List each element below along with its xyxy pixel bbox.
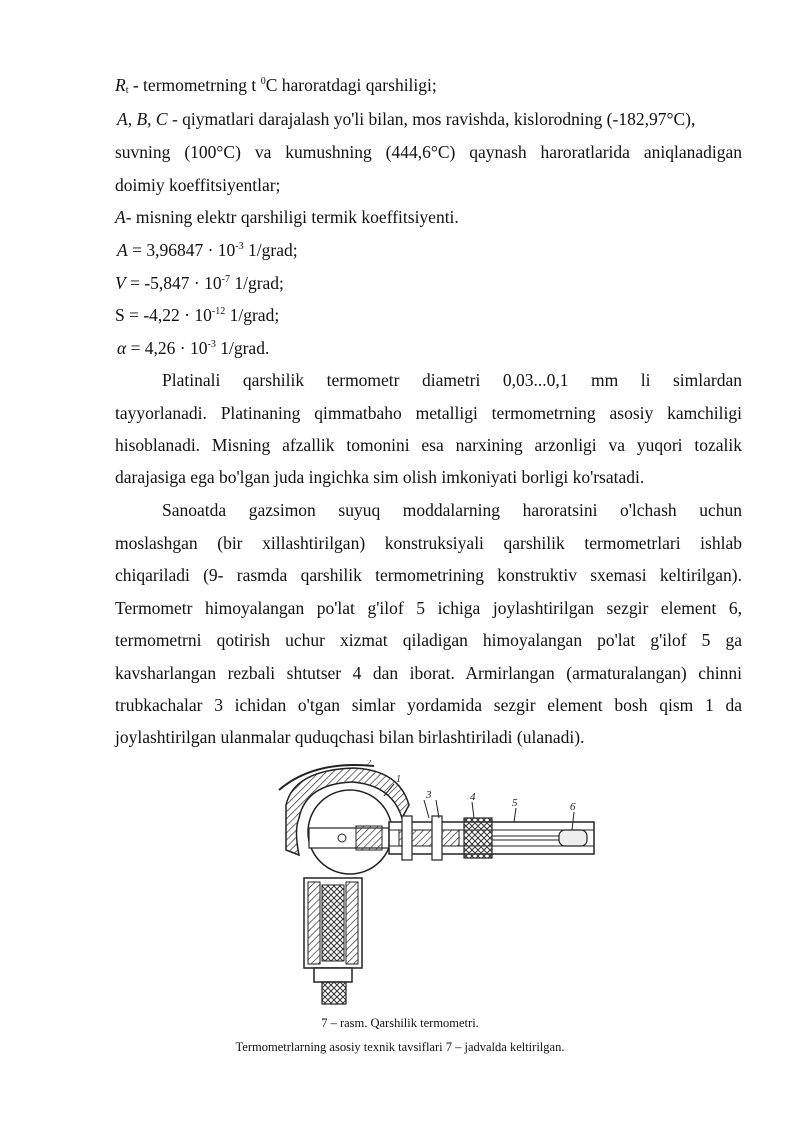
text: = -5,847 · 10 [125, 273, 222, 293]
paragraph-2-line: termometrni qotirish uchur xizmat qiladigan himoyalangan po'lat g'ilof 5 ga [115, 630, 742, 650]
symbol: A, B, C [117, 109, 168, 129]
text: 1/grad. [215, 338, 270, 358]
paragraph-2-line: joylashtirilgan ulanmalar quduqchasi bilan birlashtiriladi (ulanadi). [115, 727, 585, 747]
paragraph-2-line: trubkachalar 3 ichidan o'tgan simlar yordamida sezgir element bosh qism 1 da [115, 695, 742, 715]
paragraph-2-line: Termometr himoyalangan po'lat g'ilof 5 ichiga joylashtirilgan sezgir element 6, [115, 598, 742, 618]
text: 1/grad; [229, 273, 284, 293]
text: 1/grad; [225, 305, 280, 325]
superscript: -3 [207, 339, 216, 350]
resistance-thermometer-drawing [274, 760, 604, 1010]
text-line: doimiy koeffitsiyentlar; [115, 175, 281, 195]
text: - termometrning t [128, 75, 261, 95]
label-1: 1 [396, 774, 401, 785]
definition-alpha [115, 207, 459, 228]
text: - qiymatlari darajalash yo'li bilan, mos ravishda, kislorodning (-182,97°C), [167, 109, 696, 129]
subscript: t [125, 85, 129, 96]
table-reference: Termometrlarning asosiy texnik tavsiflari 7 – jadvalda keltirilgan. [235, 1040, 565, 1054]
text: - misning elektr qarshiligi termik koeffitsiyenti. [125, 207, 459, 227]
symbol: A [115, 207, 126, 227]
label-2: 2 [366, 760, 371, 769]
paragraph-1-line: darajasiga ega bo'lgan juda ingichka sim olish imkoniyati borligi ko'rsatadi. [115, 467, 645, 487]
figure-caption: 7 – rasm. Qarshilik termometri. [321, 1016, 479, 1030]
paragraph-1-line: Platinali qarshilik termometr diametri 0,03...0,1 mm li simlardan [162, 370, 742, 390]
superscript: -7 [221, 274, 230, 285]
text: = 4,26 · 10 [126, 338, 208, 358]
superscript: -12 [211, 306, 226, 317]
formula-alpha [117, 338, 269, 359]
text: S = -4,22 · 10 [115, 305, 212, 325]
text: C haroratdagi qarshiligi; [265, 75, 437, 95]
paragraph-1-line: hisoblanadi. Misning afzallik tomonini esa narxining arzonligi va yuqori tozalik [115, 435, 742, 455]
paragraph-1-line: tayyorlanadi. Platinaning qimmatbaho metalligi termometrning asosiy kamchiligi [115, 403, 742, 423]
label-5: 5 [512, 797, 518, 809]
superscript: -3 [235, 241, 244, 252]
paragraph-2-line: Sanoatda gazsimon suyuq moddalarning haroratsini o'lchash uchun [162, 500, 742, 520]
paragraph-2-line: chiqariladi (9- rasmda qarshilik termometrining konstruktiv sxemasi keltirilgan). [115, 565, 742, 585]
text: 1/grad; [243, 240, 298, 260]
symbol: V [115, 273, 126, 293]
label-3: 3 [426, 789, 432, 801]
definition-rt [115, 75, 437, 96]
formula-a [117, 240, 298, 261]
formula-v [115, 273, 284, 294]
definition-abc [117, 109, 695, 130]
paragraph-2-line: moslashgan (bir xillashtirilgan) konstruksiyali qarshilik termometrlari ishlab [115, 533, 742, 553]
symbol: R [115, 75, 126, 95]
label-4: 4 [470, 791, 476, 803]
sensing-element [559, 830, 587, 846]
symbol: A [117, 240, 128, 260]
text-line: suvning (100°C) va kumushning (444,6°C) qaynash haroratlarida aniqlanadigan [115, 142, 742, 162]
symbol: α [117, 338, 127, 358]
superscript: 0 [260, 76, 266, 87]
fitting [464, 818, 492, 858]
label-6: 6 [570, 801, 576, 813]
text: = 3,96847 · 10 [127, 240, 236, 260]
paragraph-2-line: kavsharlangan rezbali shtutser 4 dan iborat. Armirlangan (armaturalangan) chinni [115, 663, 742, 683]
formula-s [115, 305, 279, 326]
